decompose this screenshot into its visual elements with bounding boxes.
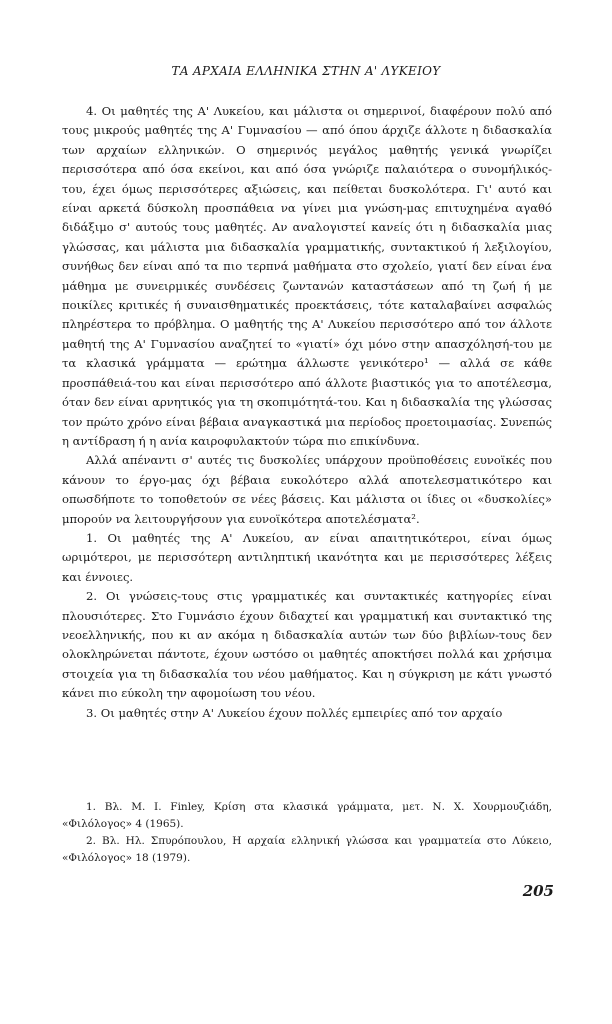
running-head: ΤΑ ΑΡΧΑΙΑ ΕΛΛΗΝΙΚΑ ΣΤΗΝ Α' ΛΥΚΕΙΟΥ (171, 64, 441, 78)
paragraph-favorable-conditions: Αλλά απέναντι σ' αυτές τις δυσκολίες υπάρχουν προϋποθέσεις ευνοϊκές που κάνουν το έργο-μας όχι βέβαια ευκολότερο αλλά αποτελεσματικότερο και οπωσδήποτε το τοποθετούν σε νέες βάσεις. Και μάλιστα οι ίδιες οι «δυσκολίες» μπορούν να λειτουργήσουν για ευνοϊκότερα αποτελέσματα². (62, 453, 552, 526)
footnote-2: 2. Βλ. Ηλ. Σπυρόπουλου, Η αρχαία ελληνική γλώσσα και γραμματεία στο Λύκειο, «Φιλόλογος» 18 (1979). (62, 835, 552, 864)
body-text (62, 102, 552, 723)
paragraph-point-3: 3. Οι μαθητές στην Α' Λυκείου έχουν πολλές εμπειρίες από τον αρχαίο (86, 705, 503, 720)
paragraph-4: 4. Οι μαθητές της Α' Λυκείου, και μάλιστα οι σημερινοί, διαφέρουν πολύ από τους μικρούς μαθητές της Α' Γυμνασίου — από όπου άρχιζε άλλοτε η διδασκαλία των αρχαίων ελληνικών. Ο σημερινός μεγάλος μαθητής γενικά γνωρίζει περισσότερα από όσα εκείνοι, και από όσα γνώριζε παλαιότερα ο συνομήλικός-του, έχει όμως περισσότερες αξιώσεις, και πείθεται δυσκολότερα. Γι' αυτό και είναι αρκετά δύσκολη προσπάθεια να γίνει μια γνώση-μας επιτυχημένα αγαθό διδάξιμο σ' αυτούς τους μαθητές. Αν αναλογιστεί κανείς ότι η διδασκαλία μιας γλώσσας, και μάλιστα μια διδασκαλία γραμματικής, συντακτικού ή λεξιλογίου, συνήθως δεν είναι από τα πιο τερπνά μαθήματα στο σχολείο, γιατί δεν είναι ένα μάθημα με συνειρμικές συνδέσεις ζωντανών καταστάσεων από τη ζωή ή με ποικίλες κριτικές ή συναισθηματικές προεκτάσεις, τότε καταλαβαίνει ασφαλώς πληρέστερα το πρόβλημα. Ο μαθητής της Α' Λυκείου περισσότερο από τον άλλοτε μαθητή της Α' Γυμνασίου αναζητεί το «γιατί» όχι μόνο στην απασχόλησή-του με τα κλασικά γράμματα — ερώτημα άλλωστε γενικότερο¹ — αλλά σε κάθε προσπάθειά-του και είναι περισσότερο από άλλοτε βιαστικός για το αποτέλεσμα, όταν δεν είναι αρνητικός για τη σκοπιμότητά-του. Και η διδασκαλία της γλώσσας τον πρώτο χρόνο είναι βέβαια αναγκαστικά μια περίοδος προετοιμασίας. Συνεπώς η αντίδραση ή η ανία καιροφυλακτούν τώρα πιο επικίνδυνα. (62, 104, 552, 448)
footnotes (62, 799, 552, 867)
paragraph-point-2: 2. Οι γνώσεις-τους στις γραμματικές και συντακτικές κατηγορίες είναι πλουσιότερες. Στο Γυμνάσιο έχουν διδαχτεί και γραμματική και συντακτικό της νεοελληνικής, που κι αν ακόμα η διδασκαλία αυτών των δύο βιβλίων-τους δεν ολοκληρώνεται πάντοτε, έχουν ωστόσο οι μαθητές αποκτήσει πολλά και χρήσιμα στοιχεία για τη διδασκαλία του νέου μαθήματος. Και η σύγκριση με κάτι γνωστό κάνει πιο εύκολη την αφομοίωση του νέου. (62, 589, 552, 701)
paragraph-point-1: 1. Οι μαθητές της Α' Λυκείου, αν είναι απαιτητικότεροι, είναι όμως ωριμότεροι, με περισσότερη αντιληπτική ικανότητα και με περισσότερες λέξεις και έννοιες. (62, 530, 552, 584)
footnote-1: 1. Βλ. M. I. Finley, Κρίση στα κλασικά γράμματα, μετ. Ν. Χ. Χουρμουζιάδη, «Φιλόλογος» 4 (1965). (62, 801, 552, 830)
page-number: 205 (522, 882, 554, 900)
